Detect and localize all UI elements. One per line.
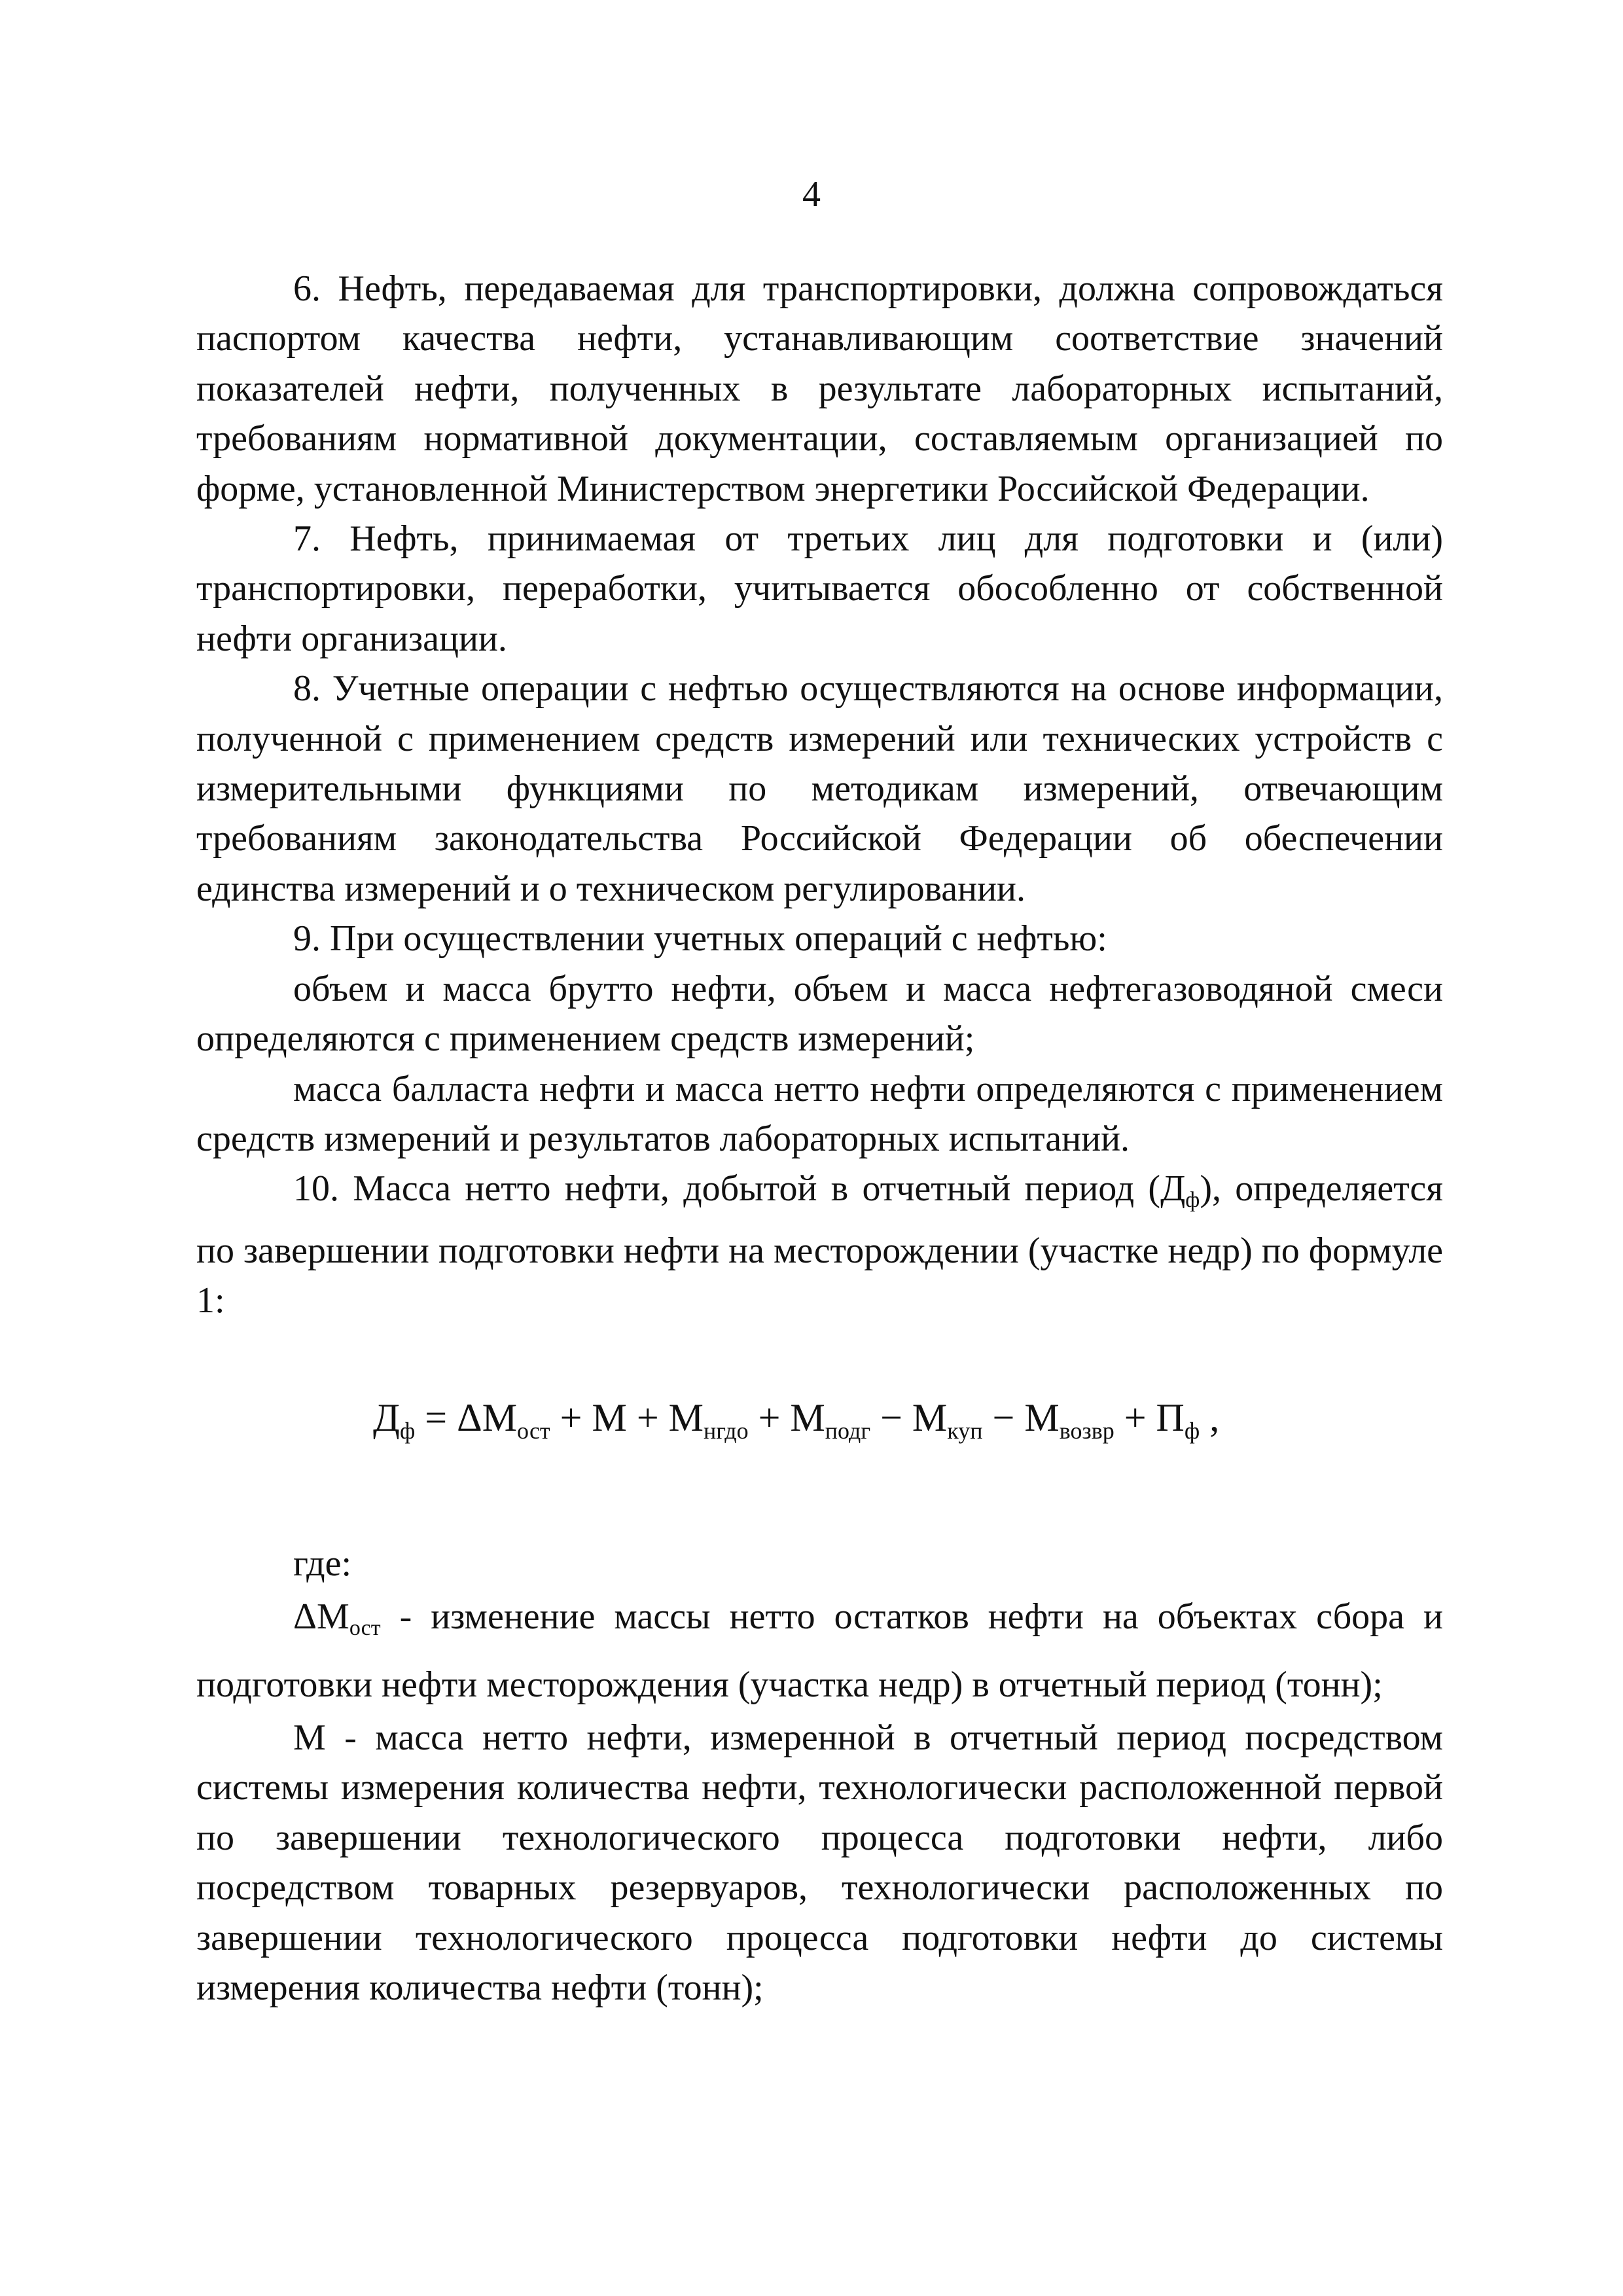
paragraph-10-text-a: 10. Масса нетто нефти, добытой в отчетный период (Д xyxy=(293,1168,1186,1210)
definition-subscript: ост xyxy=(349,1615,381,1640)
formula-subscript: подг xyxy=(825,1417,871,1444)
paragraph-7: 7. Нефть, принимаемая от третьих лиц для подготовки и (или) транспортировки, переработки, учитывается обособленно от собственной нефти организации. xyxy=(196,518,1443,659)
definition-text: - изменение массы нетто остатков нефти на объектах сбора и подготовки нефти месторождения (участка недр) в отчетный период (тонн); xyxy=(196,1596,1443,1705)
page-number: 4 xyxy=(802,174,821,215)
formula-subscript: возвр xyxy=(1059,1417,1115,1444)
where-label: где: xyxy=(293,1543,352,1584)
document-body xyxy=(196,264,1443,2013)
paragraph-9: 9. При осуществлении учетных операций с нефтью: xyxy=(293,918,1107,960)
formula-term: − М xyxy=(982,1395,1060,1439)
definition-text: - масса нетто нефти, измеренной в отчетный период посредством системы измерения количества нефти, технологически расположенной первой по завершении технологического процесса подготовки нефти, либо посредством товарных резервуаров, технологически расположенных по завершении технологического процесса подготовки нефти до системы измерения количества нефти (тонн); xyxy=(196,1717,1443,2008)
formula-subscript: ф xyxy=(1184,1417,1200,1444)
formula-expression xyxy=(373,1385,1219,1463)
formula-subscript: нгдо xyxy=(704,1417,749,1444)
formula-term: , xyxy=(1200,1395,1220,1439)
paragraph-6: 6. Нефть, передаваемая для транспортировки, должна сопровождаться паспортом качества нефти, устанавливающим соответствие значений показателей нефти, полученных в результате лабораторных испытаний, требованиям нормативной документации, составляемым организацией по форме, установленной Министерством энергетики Российской Федерации. xyxy=(196,268,1443,509)
formula-term: + П xyxy=(1114,1395,1185,1439)
paragraph-10 xyxy=(196,1164,1443,1325)
formula-spacer xyxy=(196,1450,1443,1539)
paragraph-10-subscript: ф xyxy=(1185,1188,1200,1213)
paragraph-9-item-1: объем и масса брутто нефти, объем и масса нефтегазоводяной смеси определяются с применением средств измерений; xyxy=(196,968,1443,1060)
formula-term: + М xyxy=(748,1395,825,1439)
paragraph-9-item-2: масса балласта нефти и масса нетто нефти определяются с применением средств измерений и результатов лабораторных испытаний. xyxy=(196,1068,1443,1159)
definition-delta-m-ost xyxy=(196,1588,1443,1713)
formula-subscript: ост xyxy=(517,1417,550,1444)
formula-term: − М xyxy=(870,1395,948,1439)
formula-subscript: куп xyxy=(947,1417,983,1444)
paragraph-10-text-b: ), определяется по завершении подготовки нефти на месторождении (участке недр) по формуле 1: xyxy=(196,1168,1443,1321)
formula-term: + М + М xyxy=(550,1395,704,1439)
formula-term: Д xyxy=(373,1395,400,1439)
definition-m xyxy=(196,1713,1443,2013)
definition-symbol: М xyxy=(293,1717,326,1758)
formula-1 xyxy=(196,1385,1443,1450)
formula-term: = ΔМ xyxy=(415,1395,518,1439)
definition-symbol: ΔМ xyxy=(293,1596,349,1637)
formula-subscript: ф xyxy=(399,1417,416,1444)
paragraph-8: 8. Учетные операции с нефтью осуществляются на основе информации, полученной с применением средств измерений или технических устройств с измерительными функциями по методикам измерений, отвечающим требованиям законодательства Российской Федерации об обеспечении единства измерений и о техническом регулировании. xyxy=(196,668,1443,909)
